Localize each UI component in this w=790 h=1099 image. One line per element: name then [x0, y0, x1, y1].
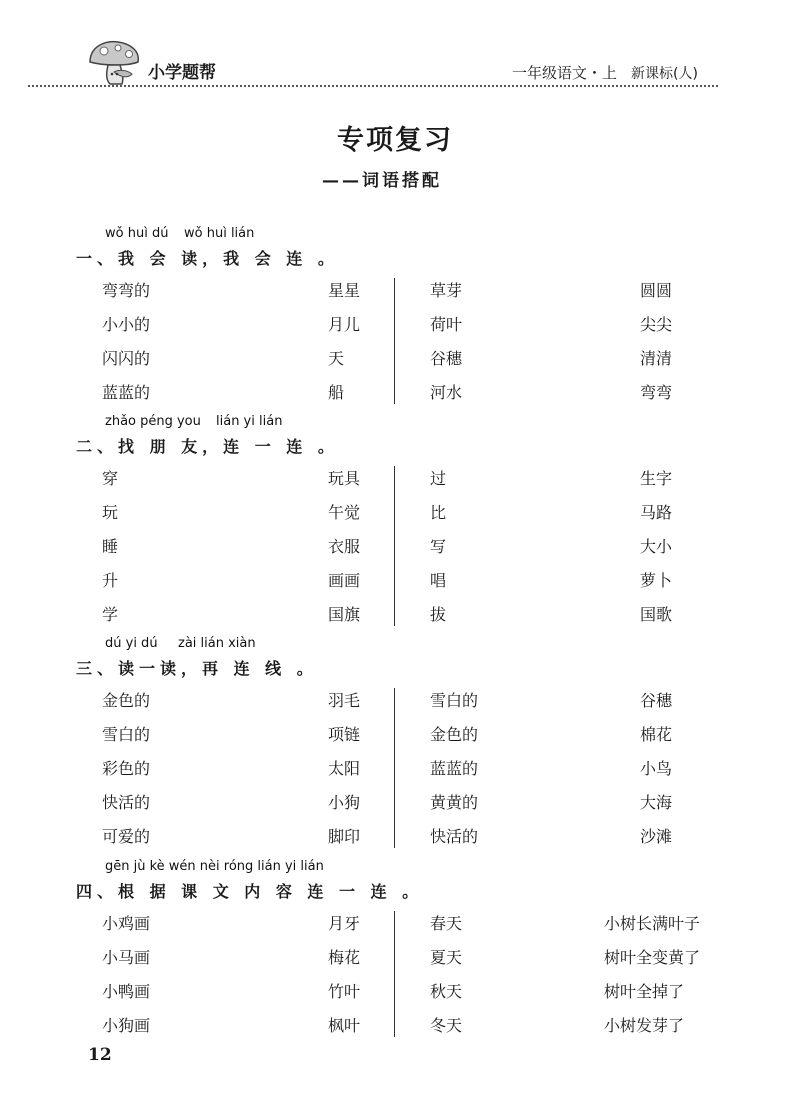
word-cell: 羽毛 — [328, 691, 361, 710]
word-cell: 蓝蓝的 — [102, 383, 151, 402]
word-cell: 写 — [430, 537, 447, 556]
section-4-title: 四、根 据 课 文 内 容 连 一 连 。 — [76, 882, 424, 901]
section-4-pinyin: gēn jù kè wén nèi róng lián yi lián — [105, 859, 324, 874]
word-cell: 萝卜 — [640, 571, 673, 590]
word-cell: 快活的 — [102, 793, 151, 812]
word-cell: 拔 — [430, 605, 447, 624]
word-cell: 小鸟 — [640, 759, 673, 778]
word-cell: 太阳 — [328, 759, 361, 778]
word-cell: 小马画 — [102, 948, 151, 967]
word-cell: 马路 — [640, 503, 673, 522]
section-1-divider — [394, 278, 395, 404]
word-cell: 睡 — [102, 537, 119, 556]
page-subtitle: ——词语搭配 — [322, 171, 442, 191]
word-cell: 金色的 — [102, 691, 151, 710]
section-3-title: 三、读一读，再 连 线 。 — [76, 659, 318, 678]
word-cell: 快活的 — [430, 827, 479, 846]
word-cell: 夏天 — [430, 948, 463, 967]
word-cell: 国歌 — [640, 605, 673, 624]
word-cell: 闪闪的 — [102, 349, 151, 368]
word-cell: 雪白的 — [102, 725, 151, 744]
word-cell: 生字 — [640, 469, 673, 488]
word-cell: 脚印 — [328, 827, 361, 846]
word-cell: 蓝蓝的 — [430, 759, 479, 778]
word-cell: 雪白的 — [430, 691, 479, 710]
section-3-pinyin-b: zài lián xiàn — [178, 636, 256, 651]
section-2-divider — [394, 466, 395, 626]
word-cell: 小树长满叶子 — [604, 914, 701, 933]
word-cell: 午觉 — [328, 503, 361, 522]
word-cell: 弯弯的 — [102, 281, 151, 300]
word-cell: 河水 — [430, 383, 463, 402]
section-2-title: 二、找 朋 友，连 一 连 。 — [76, 437, 339, 456]
word-cell: 棉花 — [640, 725, 673, 744]
word-cell: 画画 — [328, 571, 361, 590]
word-cell: 尖尖 — [640, 315, 673, 334]
word-cell: 小鸭画 — [102, 982, 151, 1001]
header-standard: 新课标(人) — [631, 66, 698, 82]
word-cell: 金色的 — [430, 725, 479, 744]
header-logo-text: 小学题帮 — [148, 63, 216, 83]
section-1-title: 一、我 会 读，我 会 连 。 — [76, 249, 339, 268]
word-cell: 国旗 — [328, 605, 361, 624]
word-cell: 学 — [102, 605, 119, 624]
word-cell: 彩色的 — [102, 759, 151, 778]
header-subject-info — [512, 62, 698, 83]
section-2-pinyin-b: lián yi lián — [216, 414, 283, 429]
word-cell: 沙滩 — [640, 827, 673, 846]
word-cell: 树叶全掉了 — [604, 982, 685, 1001]
section-2-pinyin-a: zhǎo péng you — [105, 414, 201, 429]
word-cell: 枫叶 — [328, 1016, 361, 1035]
word-cell: 小狗画 — [102, 1016, 151, 1035]
word-cell: 谷穗 — [640, 691, 673, 710]
word-cell: 比 — [430, 503, 447, 522]
page-title: 专项复习 — [337, 125, 453, 156]
word-cell: 秋天 — [430, 982, 463, 1001]
word-cell: 可爱的 — [102, 827, 151, 846]
section-1-pinyin-b: wǒ huì lián — [184, 226, 255, 241]
word-cell: 星星 — [328, 281, 361, 300]
word-cell: 梅花 — [328, 948, 361, 967]
word-cell: 唱 — [430, 571, 447, 590]
section-1-pinyin-a: wǒ huì dú — [105, 226, 169, 241]
word-cell: 玩 — [102, 503, 119, 522]
word-cell: 项链 — [328, 725, 361, 744]
word-cell: 草芽 — [430, 281, 463, 300]
word-cell: 小小的 — [102, 315, 151, 334]
word-cell: 冬天 — [430, 1016, 463, 1035]
word-cell: 小狗 — [328, 793, 361, 812]
word-cell: 过 — [430, 469, 447, 488]
header-divider — [28, 85, 718, 87]
word-cell: 弯弯 — [640, 383, 673, 402]
word-cell: 树叶全变黄了 — [604, 948, 701, 967]
word-cell: 春天 — [430, 914, 463, 933]
word-cell: 清清 — [640, 349, 673, 368]
section-3-pinyin-a: dú yi dú — [105, 636, 158, 651]
word-cell: 天 — [328, 349, 345, 368]
section-3-divider — [394, 688, 395, 848]
header-subject: 一年级语文・上 — [512, 64, 618, 82]
word-cell: 小鸡画 — [102, 914, 151, 933]
section-4-divider — [394, 911, 395, 1037]
word-cell: 黄黄的 — [430, 793, 479, 812]
word-cell: 玩具 — [328, 469, 361, 488]
word-cell: 升 — [102, 571, 119, 590]
word-cell: 竹叶 — [328, 982, 361, 1001]
word-cell: 月儿 — [328, 315, 361, 334]
word-cell: 月牙 — [328, 914, 361, 933]
word-cell: 衣服 — [328, 537, 361, 556]
word-cell: 小树发芽了 — [604, 1016, 685, 1035]
mushroom-logo-icon — [84, 36, 146, 88]
word-cell: 荷叶 — [430, 315, 463, 334]
word-cell: 船 — [328, 383, 345, 402]
page-number: 12 — [88, 1045, 112, 1065]
word-cell: 大海 — [640, 793, 673, 812]
word-cell: 圆圆 — [640, 281, 673, 300]
word-cell: 大小 — [640, 537, 673, 556]
word-cell: 谷穗 — [430, 349, 463, 368]
word-cell: 穿 — [102, 469, 119, 488]
